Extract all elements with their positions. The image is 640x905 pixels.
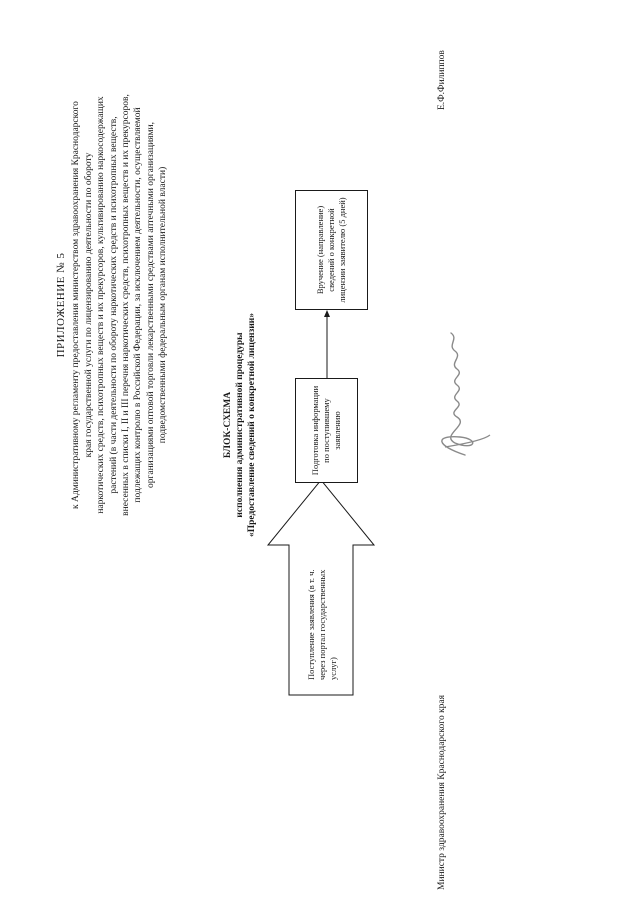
appendix-title: ПРИЛОЖЕНИЕ № 5 [55,252,67,358]
appendix-line: к Административному регламенту предоставления министерством здравоохранения Краснодарского [71,101,82,509]
step-2-prepare-information: Подготовка информации по поступившему заявлению [295,378,358,483]
flowchart-title-line: «Предоставление сведений о конкретной лицензии» [247,312,257,538]
appendix-line: края государственной услуги по лицензированию деятельности по обороту [83,152,94,458]
flowchart-title-line: БЛОК-СХЕМА [223,391,233,459]
appendix-line: наркотических средств, психотропных веществ и их прекурсоров, культивированию наркосодержащих [96,96,107,514]
appendix-line: растений (в части деятельности по обороту наркотических средств и психотропных веществ, [108,116,119,494]
step-1-receive-application: Поступление заявления (в т. ч. через портал государственных услуг) [306,569,338,680]
minister-position: Министр здравоохранения Краснодарского края [437,694,447,890]
flowchart-title-line: исполнения административной процедуры [235,332,245,518]
connector-arrowhead [324,310,330,317]
appendix-line: подведомственными федеральным органам исполнительной власти) [158,166,169,444]
appendix-line: подлежащих контролю в Российской Федерации, за исключением деятельности, осуществляемой [133,107,144,503]
appendix-line: внесенных в списки I, II и III перечня наркотических средств, психотропных веществ и их прекурсоров, [121,94,132,516]
signer-name: Е.Ф.Филиппов [437,50,447,110]
appendix-line: организациями оптовой торговли лекарственными средствами аптечными организациями, [145,122,156,489]
handwritten-signature [415,325,495,465]
step-3-deliver-information: Вручение (направление) сведений о конкретной лицензии заявителю (5 дней) [295,190,368,310]
